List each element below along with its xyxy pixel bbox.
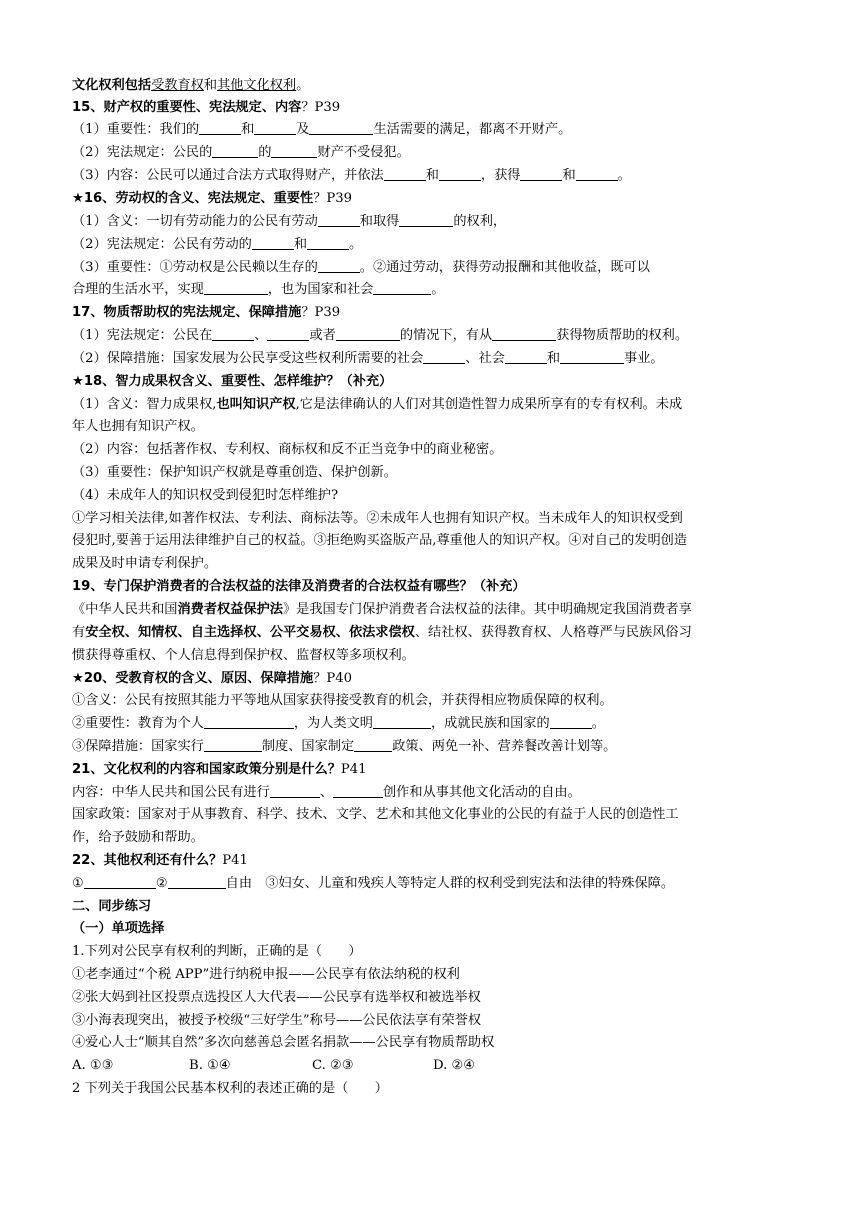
q20-line-1: ①含义：公民有按照其能力平等地从国家获得接受教育的机会，并获得相应物质保障的权利。 — [72, 693, 613, 708]
heading: ★18、智力成果权含义、重要性、怎样维护？（补充） — [72, 374, 393, 389]
text: ，也为国家和社会 — [267, 282, 374, 297]
q15-line-1 — [72, 120, 792, 140]
exercise-1-statement: ②张大妈到社区投票点选投区人大代表——公民享有选举权和被选举权 — [72, 990, 481, 1005]
text: 。 — [591, 716, 605, 731]
text: ③保障措施：国家实行 — [72, 739, 204, 754]
text: ，获得 — [480, 168, 521, 183]
text: （1）重要性：我们的 — [72, 122, 200, 137]
fill-blank — [373, 280, 431, 295]
fill-blank — [423, 349, 465, 364]
q19-line-3: 惯获得尊重权、个人信息得到保护权、监督权等多项权利。 — [72, 648, 415, 663]
exercise-1-statement: ③小海表现突出，被授予校级“三好学生”称号——公民依法享有荣誉权 — [72, 1013, 482, 1028]
text: 创作和从事其他文化活动的自由。 — [383, 785, 581, 800]
section-heading: 二、同步练习 — [72, 899, 152, 914]
q18-line-6: ①学习相关法律,如著作权法、专利法、商标法等。②未成年人也拥有知识产权。当未成年人的知识权受到 — [72, 511, 683, 526]
q20-line-3 — [72, 737, 792, 757]
fill-blank — [492, 326, 556, 341]
text: 和取得 — [359, 214, 400, 229]
text: 、 — [335, 625, 349, 640]
q18-line-3: （2）内容：包括著作权、专利权、商标权和反不正当竞争中的商业秘密。 — [72, 442, 503, 457]
q22-line-1 — [72, 874, 792, 894]
fill-blank — [212, 143, 258, 158]
choice-d: D. ②④ — [433, 1058, 476, 1073]
text: （3）重要性：①劳动权是公民赖以生存的 — [72, 260, 318, 275]
fill-blank — [399, 212, 453, 227]
q19-line-1 — [72, 600, 792, 620]
fill-blank — [318, 212, 360, 227]
fill-blank — [373, 714, 431, 729]
text: 文化权利包括 — [72, 78, 152, 93]
page-ref: ？P39 — [301, 100, 341, 115]
text: 政策、两免一补、营养餐改善计划等。 — [392, 739, 617, 754]
text: ②重要性：教育为个人 — [72, 716, 204, 731]
q18-line-4: （3）重要性：保护知识产权就是尊重创造、保护创新。 — [72, 465, 397, 480]
fill-blank — [84, 874, 156, 889]
heading: 17、物质帮助权的宪法规定、保障措施 — [72, 305, 302, 320]
text: 的 — [258, 145, 272, 160]
exercise-1-stem: 1.下列对公民享有权利的判断，正确的是（ ） — [72, 944, 362, 959]
text: 、 — [177, 625, 191, 640]
text: （1）含义：智力成果权, — [72, 397, 217, 412]
page-ref: P41 — [222, 853, 248, 868]
fill-blank — [271, 143, 317, 158]
fill-blank — [267, 326, 309, 341]
text: 安全权 — [85, 625, 125, 640]
q18-line-1 — [72, 395, 792, 415]
text: 也叫知识产权 — [216, 397, 296, 412]
text: 、社会 — [465, 351, 505, 366]
heading: 21、文化权利的内容和国家政策分别是什么？ — [72, 762, 341, 777]
text: 、 — [254, 328, 268, 343]
fill-blank — [576, 166, 618, 181]
choice-a: A. ①③ — [72, 1058, 114, 1073]
text: 和 — [425, 168, 439, 183]
question-21-title — [72, 760, 792, 780]
question-15-title — [72, 98, 792, 118]
text: ，为人类文明 — [293, 716, 373, 731]
text: 和 — [562, 168, 576, 183]
fill-blank — [333, 783, 383, 798]
exercise-1-statement: ④爱心人士“顺其自然”多次向慈善总会匿名捐款——公民享有物质帮助权 — [72, 1035, 495, 1050]
heading: 22、其他权利还有什么？ — [72, 853, 223, 868]
q21-line-3: 作，给予鼓励和帮助。 — [72, 830, 204, 845]
fill-blank — [309, 120, 373, 135]
text: 、 — [319, 785, 333, 800]
text: ，成就民族和国家的 — [431, 716, 550, 731]
q18-line-2: 年人也拥有知识产权。 — [72, 419, 204, 434]
text: 和 — [241, 122, 255, 137]
q21-line-2: 国家政策：国家对于从事教育、科学、技术、文学、艺术和其他文化事业的公民的有益于人民的创造性工 — [72, 807, 679, 822]
q19-line-2 — [72, 623, 792, 643]
text: 、 — [256, 625, 270, 640]
question-22-title — [72, 851, 792, 871]
text: 的权利， — [453, 214, 507, 229]
text: 其他文化权利 — [217, 78, 297, 93]
q16-line-1 — [72, 212, 792, 232]
text: 获得物质帮助的权利。 — [556, 328, 689, 343]
question-19-title — [72, 577, 792, 597]
text: 的情况下，有从 — [399, 328, 493, 343]
text: ② — [155, 876, 168, 891]
intro-line — [72, 76, 792, 96]
q16-line-3 — [72, 258, 792, 278]
text: （2）宪法规定：公民的 — [72, 145, 213, 160]
q16-line-2 — [72, 235, 792, 255]
exercise-2-stem: 2 下列关于我国公民基本权利的表述正确的是（ ） — [72, 1081, 388, 1096]
text: 自主选择权 — [190, 625, 257, 640]
fill-blank — [252, 235, 294, 250]
heading: ★16、劳动权的含义、宪法规定、重要性 — [72, 191, 314, 206]
text: 。 — [349, 237, 363, 252]
heading: ★20、受教育权的含义、原因、保障措施 — [72, 671, 314, 686]
fill-blank — [199, 120, 241, 135]
text: 消费者权益保护法 — [177, 602, 283, 617]
text: （1）宪法规定：公民在 — [72, 328, 213, 343]
text: 。 — [431, 282, 445, 297]
text: 、结社权、获得教育权、人格尊严与民族风俗习 — [414, 625, 692, 640]
fill-blank — [505, 349, 547, 364]
text: 、 — [124, 625, 138, 640]
text: 事业。 — [624, 351, 664, 366]
text: （3）内容：公民可以通过合法方式取得财产，并依法 — [72, 168, 384, 183]
text: 和 — [293, 237, 308, 252]
q15-line-2 — [72, 143, 792, 163]
fill-blank — [550, 714, 592, 729]
text: 和 — [203, 78, 218, 93]
question-20-title — [72, 669, 792, 689]
question-17-title — [72, 303, 792, 323]
text: 和 — [546, 351, 561, 366]
text: 。②通过劳动，获得劳动报酬和其他收益，既可以 — [359, 260, 650, 275]
text: 知情权 — [137, 625, 178, 640]
text: ③妇女、儿童和残疾人等特定人群的权利受到宪法和法律的特殊保障。 — [265, 876, 675, 891]
text: （1）含义：一切有劳动能力的公民有劳动 — [72, 214, 318, 229]
page-ref: ？P39 — [313, 191, 353, 206]
q18-line-5: （4）未成年人的知识权受到侵犯时怎样维护? — [72, 488, 339, 503]
page-ref: ？P40 — [313, 671, 353, 686]
q17-line-1 — [72, 326, 792, 346]
text: ① — [72, 876, 84, 891]
text: 《中华人民共和国 — [72, 602, 178, 617]
text: 生活需要的满足，都离不开财产。 — [373, 122, 572, 137]
text: （2）保障措施：国家发展为公民享受这些权利所需要的社会 — [72, 351, 424, 366]
text: （2）宪法规定：公民有劳动的 — [72, 237, 252, 252]
heading: 19、专门保护消费者的合法权益的法律及消费者的合法权益有哪些？（补充） — [72, 579, 526, 594]
exercise-1-statement: ①老李通过“个税 APP”进行纳税申报——公民享有依法纳税的权利 — [72, 967, 460, 982]
text: 合理的生活水平，实现 — [72, 282, 204, 297]
fill-blank — [168, 874, 226, 889]
fill-blank — [384, 166, 426, 181]
fill-blank — [307, 235, 349, 250]
heading: 15、财产权的重要性、宪法规定、内容 — [72, 100, 302, 115]
fill-blank — [439, 166, 481, 181]
text: 》是我国专门保护消费者合法权益的法律。其中明确规定我国消费者享 — [283, 602, 692, 617]
q16-line-4 — [72, 280, 792, 300]
q21-line-1 — [72, 783, 792, 803]
q20-line-2 — [72, 714, 792, 734]
choice-c: C. ②③ — [312, 1058, 354, 1073]
fill-blank — [212, 326, 254, 341]
q17-line-2 — [72, 349, 792, 369]
q15-line-3 — [72, 166, 792, 186]
fill-blank — [336, 326, 400, 341]
page-ref: ？P39 — [301, 305, 341, 320]
question-18-title — [72, 372, 792, 392]
text: 受教育权 — [151, 78, 204, 93]
fill-blank — [520, 166, 562, 181]
text: 自由 — [225, 876, 253, 891]
fill-blank — [354, 737, 392, 752]
text: ,它是法律确认的人们对其创造性智力成果所享有的专有权利。未成 — [295, 397, 683, 412]
fill-blank — [204, 714, 294, 729]
text: 及 — [296, 122, 310, 137]
text: 公平交易权 — [269, 625, 336, 640]
page-ref: P41 — [340, 762, 367, 777]
subsection-heading: （一）单项选择 — [72, 921, 165, 936]
fill-blank — [270, 783, 320, 798]
question-16-title — [72, 189, 792, 209]
fill-blank — [204, 737, 262, 752]
text: 财产不受侵犯。 — [317, 145, 410, 160]
q18-line-7: 侵犯时,要善于运用法律维护自己的权益。③拒绝购买盗版产品,尊重他人的知识产权。④对自己的发明创造 — [72, 533, 688, 548]
fill-blank — [254, 120, 296, 135]
text: 。 — [617, 168, 631, 183]
text: 有 — [72, 625, 86, 640]
q18-line-8: 成果及时申请专利保护。 — [72, 556, 218, 571]
text: 。 — [296, 78, 310, 93]
fill-blank — [204, 280, 268, 295]
text: 内容：中华人民共和国公民有进行 — [72, 785, 270, 800]
text: 依法求偿权 — [348, 625, 415, 640]
choice-b: B. ①④ — [189, 1058, 231, 1073]
text: 或者 — [309, 328, 336, 343]
text: 制度、国家制定 — [261, 739, 355, 754]
fill-blank — [560, 349, 624, 364]
fill-blank — [318, 258, 360, 273]
